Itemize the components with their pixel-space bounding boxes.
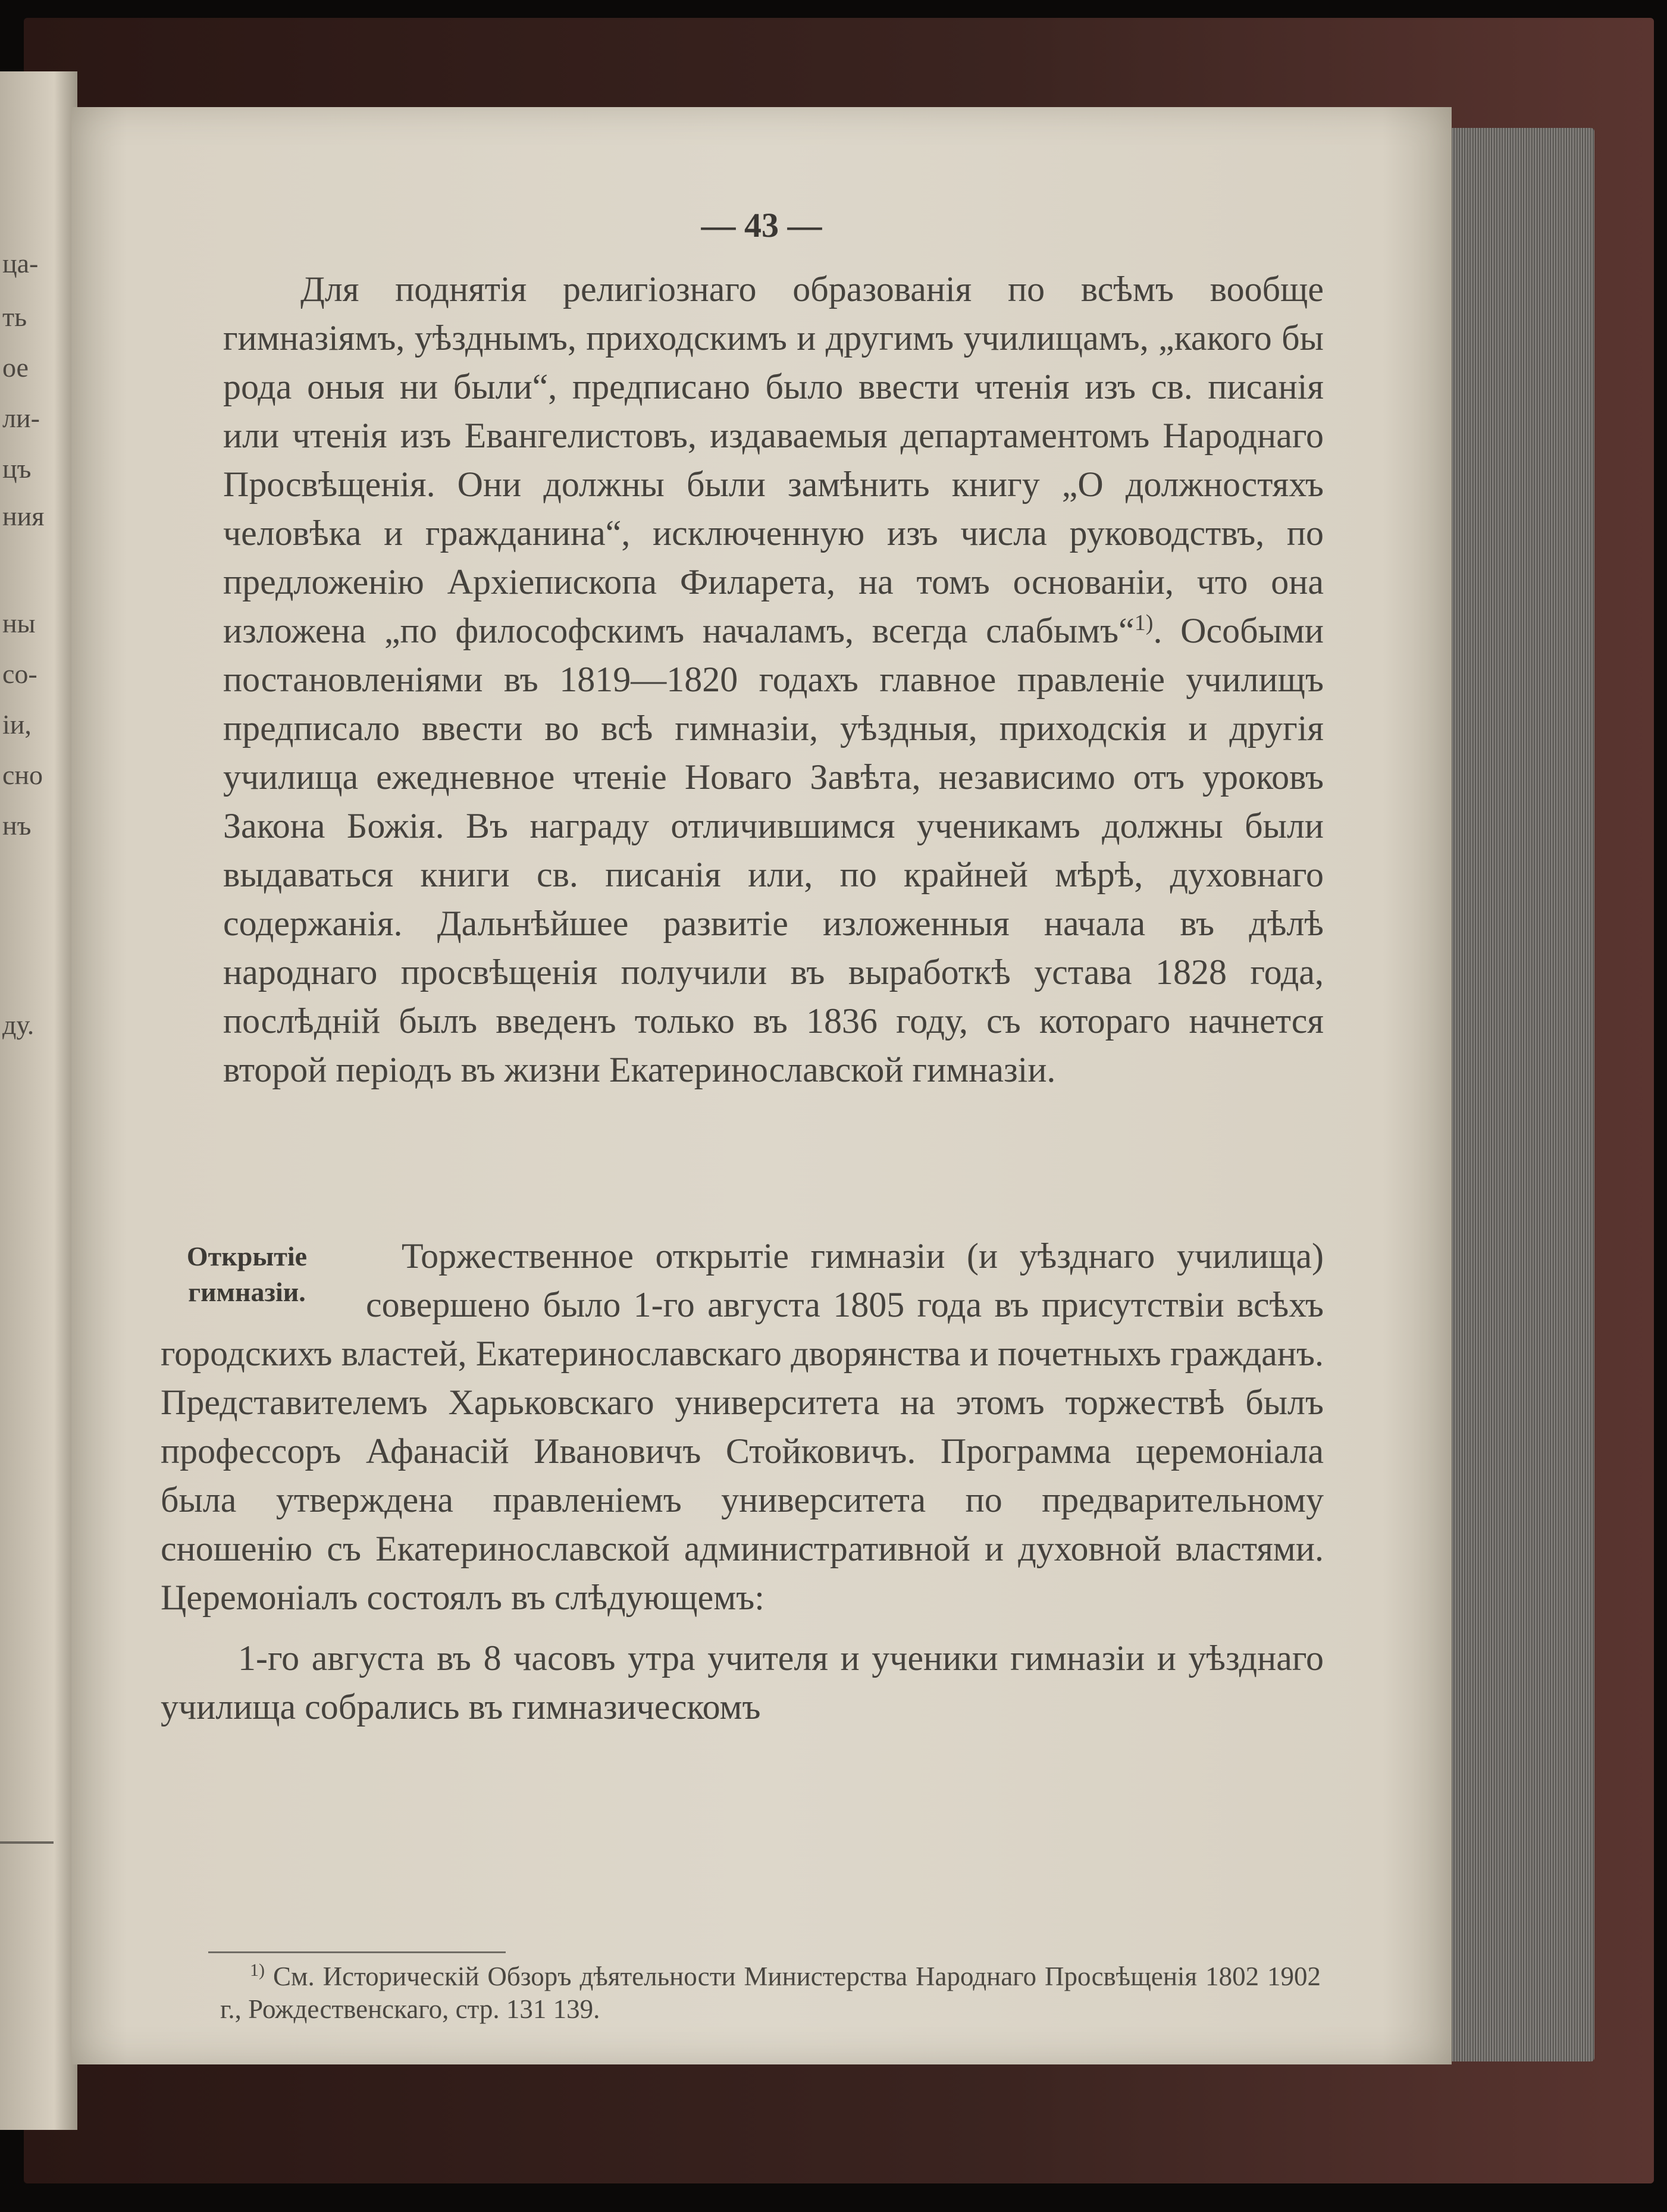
left-page-fragment: цъ <box>2 453 32 484</box>
paragraph <box>223 265 1324 1094</box>
paragraph: Торжественное открытіе гимназіи (и уѣзднаго училища) совершено было 1-го августа 1805 года въ присутствіи всѣхъ городскихъ властей, Екатеринославскаго дворянства и почетныхъ гражданъ. Представителемъ Харьковскаго университета на этомъ торжествѣ былъ профессоръ Афанасій Ивановичъ Стойковичъ. Программа церемоніала была утверждена правленіемъ университета по предварительному сношенію съ Екатеринославской административной и духовной властями. Церемоніалъ состоялъ въ слѣдующемъ: <box>161 1236 1324 1617</box>
left-page-fragment: нъ <box>2 810 32 841</box>
footnote <box>220 1960 1321 2026</box>
left-page-fragment: ния <box>2 501 45 531</box>
left-page-footnote-rule <box>0 1841 54 1844</box>
paragraph: 1-го августа въ 8 часовъ утра учителя и ученики гимназіи и уѣзднаго училища собрались въ гимназическомъ <box>161 1638 1324 1727</box>
left-page-fragment: ду. <box>2 1010 35 1040</box>
marginal-heading: Открытіе гимназіи. <box>186 1241 308 1307</box>
body-text <box>223 265 1324 1094</box>
left-page-fragment: ца- <box>2 248 39 278</box>
section-opening <box>161 1232 1324 1731</box>
footnote-mark: 1) <box>250 1960 265 1980</box>
paragraph-text: . Особыми постановленіями въ 1819—1820 годахъ главное правленіе училищъ предписало ввести во всѣ гимназіи, уѣздныя, приходскія и другія училища ежедневное чтеніе Новаго Завѣта, независимо отъ уроковъ Закона Божія. Въ награду отличившимся ученикамъ должны были выдаваться книги св. писанія или, по крайней мѣрѣ, духовнаго содержанія. Дальнѣйшее развитіе изложенныя начала въ дѣлѣ народнаго просвѣщенія получили въ выработкѣ устава 1828 года, послѣдній былъ введенъ только въ 1836 году, съ котораго начнется второй періодъ въ жизни Екатеринославской гимназіи. <box>223 611 1324 1089</box>
left-page-fragment: ны <box>2 608 36 638</box>
footnote-reference: 1) <box>1134 610 1154 635</box>
book-page <box>71 107 1452 2064</box>
left-page-fragment: сно <box>2 760 43 790</box>
left-page-fragment: со- <box>2 659 37 689</box>
left-page-fragment: ое <box>2 352 29 383</box>
left-page-edge <box>0 71 77 2130</box>
footnote-rule <box>208 1951 506 1953</box>
page-number: — 43 — <box>701 206 822 245</box>
left-page-fragment: iи, <box>2 709 32 740</box>
left-page-fragment: ли- <box>2 403 40 433</box>
left-page-fragment: ть <box>2 302 27 332</box>
footnote-text: См. Историческій Обзоръ дѣятельности Министерства Народнаго Просвѣщенія 1802 1902 г., Рождественскаго, стр. 131 139. <box>220 1962 1321 2024</box>
paragraph-text: Для поднятія религіознаго образованія по всѣмъ вообще гимназіямъ, уѣзднымъ, приходскимъ и другимъ училищамъ, „какого бы рода оныя ни были“, предписано было ввести чтенія изъ св. писанія или чтенія изъ Евангелистовъ, издаваемыя департаментомъ Народнаго Просвѣщенія. Они должны были замѣнить книгу „О должностяхъ человѣка и гражданина“, исключенную изъ числа руководствъ, по предложенію Архіепископа Филарета, на томъ основаніи, что она изложена „по философскимъ началамъ, всегда слабымъ“ <box>223 270 1324 650</box>
